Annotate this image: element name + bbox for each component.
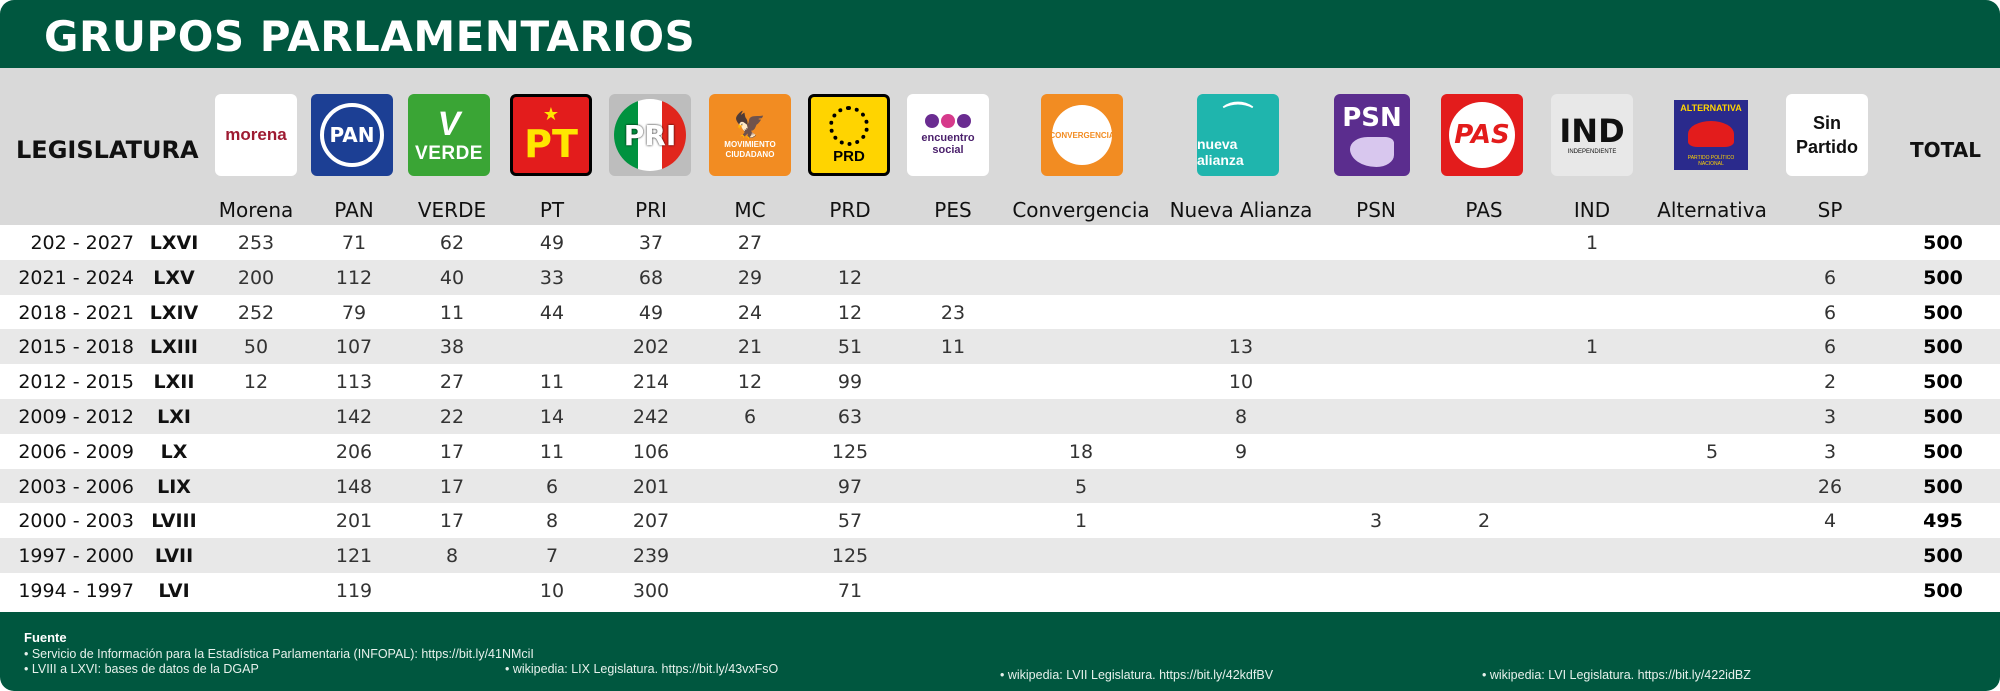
cell-pt: 44 <box>539 301 565 324</box>
title-bar <box>0 0 2000 68</box>
row-legislatura: LVI <box>158 579 190 602</box>
party-name-pri: PRI <box>635 198 667 222</box>
cell-prd: 63 <box>837 405 863 428</box>
cell-prd: 71 <box>837 579 863 602</box>
cell-verde: 17 <box>439 440 465 463</box>
cell-pri: 242 <box>632 405 670 428</box>
row-legislatura: LXII <box>153 371 195 394</box>
cell-mc: 21 <box>737 336 763 359</box>
cell-pan: 71 <box>341 232 367 254</box>
row-years: 2015 - 2018 <box>18 336 134 359</box>
convergencia-logo-icon: CONVERGENCIA <box>1041 94 1123 176</box>
cell-morena: 253 <box>237 232 275 254</box>
cell-sp: 6 <box>1823 301 1837 324</box>
cell-prd: 125 <box>831 545 869 568</box>
cell-sp: 4 <box>1823 510 1837 533</box>
cell-pt: 6 <box>545 475 559 498</box>
row-legislatura: LXIV <box>149 301 199 324</box>
cell-ind: 1 <box>1585 232 1599 254</box>
party-name-psn: PSN <box>1356 198 1396 222</box>
pt-logo-icon: ★ PT <box>510 94 592 176</box>
source-wikipedia-lvi: • wikipedia: LVI Legislatura. https://bit.ly/422idBZ <box>1482 668 1751 682</box>
cell-nueva-alianza: 8 <box>1234 405 1248 428</box>
cell-pan: 121 <box>335 545 373 568</box>
cell-pt: 8 <box>545 510 559 533</box>
row-total: 500 <box>1923 545 1963 568</box>
cell-pan: 113 <box>335 371 373 394</box>
morena-logo-icon: morena <box>215 94 297 176</box>
cell-prd: 57 <box>837 510 863 533</box>
ind-logo-icon: IND INDEPENDIENTE <box>1551 94 1633 176</box>
cell-pan: 148 <box>335 475 373 498</box>
cell-nueva-alianza: 10 <box>1228 371 1254 394</box>
cell-convergencia: 18 <box>1068 440 1094 463</box>
row-legislatura: LXV <box>153 266 195 289</box>
cell-pes: 23 <box>940 301 966 324</box>
nueva-alianza-logo-icon: ⌒ nueva alianza <box>1197 94 1279 176</box>
cell-pt: 14 <box>539 405 565 428</box>
cell-prd: 125 <box>831 440 869 463</box>
cell-mc: 6 <box>743 405 757 428</box>
source-dgap: • LVIII a LXVI: bases de datos de la DGAP <box>24 662 259 676</box>
table-row <box>0 399 2000 434</box>
row-total: 500 <box>1923 579 1963 602</box>
row-years: 2012 - 2015 <box>18 371 134 394</box>
cell-pan: 79 <box>341 301 367 324</box>
row-legislatura: LXVI <box>149 232 199 254</box>
party-name-nueva-alianza: Nueva Alianza <box>1169 198 1313 222</box>
cell-mc: 27 <box>737 232 763 254</box>
cell-mc: 12 <box>737 371 763 394</box>
cell-mc: 29 <box>737 266 763 289</box>
cell-verde: 62 <box>439 232 465 254</box>
cell-pri: 202 <box>632 336 670 359</box>
total-header: TOTAL <box>1910 138 1981 162</box>
table-row <box>0 469 2000 504</box>
cell-prd: 12 <box>837 301 863 324</box>
pri-logo-icon: PRI <box>609 94 691 176</box>
cell-sp: 3 <box>1823 440 1837 463</box>
cell-pan: 107 <box>335 336 373 359</box>
cell-verde: 27 <box>439 371 465 394</box>
table-row <box>0 503 2000 538</box>
cell-convergencia: 1 <box>1074 510 1088 533</box>
table-row <box>0 538 2000 573</box>
cell-morena: 50 <box>243 336 269 359</box>
source-wikipedia-lix: • wikipedia: LIX Legislatura. https://bit.ly/43vxFsO <box>505 662 779 676</box>
cell-pan: 201 <box>335 510 373 533</box>
cell-sp: 6 <box>1823 266 1837 289</box>
sin-partido-logo-icon: Sin Partido <box>1786 94 1868 176</box>
row-total: 500 <box>1923 371 1963 394</box>
row-years: 2006 - 2009 <box>18 440 134 463</box>
row-legislatura: LVII <box>154 545 194 568</box>
cell-psn: 3 <box>1369 510 1383 533</box>
cell-pri: 68 <box>638 266 664 289</box>
table-row <box>0 329 2000 364</box>
cell-pri: 214 <box>632 371 670 394</box>
cell-pan: 142 <box>335 405 373 428</box>
cell-verde: 11 <box>439 301 465 324</box>
pas-logo-icon: PAS <box>1441 94 1523 176</box>
table-row <box>0 260 2000 295</box>
party-name-morena: Morena <box>218 198 294 222</box>
row-years: 202 - 2027 <box>30 232 134 254</box>
legislatura-header: LEGISLATURA <box>16 136 199 164</box>
table-row <box>0 434 2000 469</box>
sources-title: Fuente <box>24 630 67 645</box>
psn-logo-icon: PSN <box>1334 94 1410 176</box>
source-infopal: • Servicio de Información para la Estadística Parlamentaria (INFOPAL): https://bit.ly/41NMciI <box>24 647 534 661</box>
cell-pt: 11 <box>539 440 565 463</box>
cell-prd: 99 <box>837 371 863 394</box>
cell-morena: 200 <box>237 266 275 289</box>
cell-prd: 12 <box>837 266 863 289</box>
cell-pan: 119 <box>335 579 373 602</box>
cell-pt: 10 <box>539 579 565 602</box>
party-name-ind: IND <box>1573 198 1611 222</box>
cell-pri: 201 <box>632 475 670 498</box>
pes-logo-icon: encuentro social <box>907 94 989 176</box>
cell-verde: 40 <box>439 266 465 289</box>
cell-verde: 8 <box>445 545 459 568</box>
row-years: 2009 - 2012 <box>18 405 134 428</box>
cell-prd: 97 <box>837 475 863 498</box>
cell-nueva-alianza: 9 <box>1234 440 1248 463</box>
row-years: 1994 - 1997 <box>18 579 134 602</box>
party-name-pes: PES <box>934 198 972 222</box>
row-legislatura: LVIII <box>151 510 197 533</box>
cell-mc: 24 <box>737 301 763 324</box>
row-legislatura: LXI <box>157 405 191 428</box>
table-row <box>0 295 2000 330</box>
cell-pt: 7 <box>545 545 559 568</box>
row-years: 1997 - 2000 <box>18 545 134 568</box>
prd-logo-icon: PRD <box>808 94 890 176</box>
cell-verde: 17 <box>439 510 465 533</box>
party-name-pan: PAN <box>334 198 374 222</box>
row-total: 495 <box>1923 510 1963 533</box>
party-name-convergencia: Convergencia <box>1012 198 1150 222</box>
row-total: 500 <box>1923 301 1963 324</box>
party-name-mc: MC <box>734 198 766 222</box>
row-total: 500 <box>1923 475 1963 498</box>
cell-pri: 239 <box>632 545 670 568</box>
cell-pri: 37 <box>638 232 664 254</box>
row-total: 500 <box>1923 440 1963 463</box>
row-years: 2003 - 2006 <box>18 475 134 498</box>
cell-verde: 17 <box>439 475 465 498</box>
row-total: 500 <box>1923 405 1963 428</box>
cell-pri: 106 <box>632 440 670 463</box>
table-row <box>0 573 2000 608</box>
cell-sp: 2 <box>1823 371 1837 394</box>
verde-logo-icon: V VERDE <box>408 94 490 176</box>
sources-footer <box>0 612 2000 691</box>
row-total: 500 <box>1923 336 1963 359</box>
row-years: 2000 - 2003 <box>18 510 134 533</box>
cell-ind: 1 <box>1585 336 1599 359</box>
row-total: 500 <box>1923 232 1963 254</box>
cell-pt: 11 <box>539 371 565 394</box>
party-name-prd: PRD <box>829 198 871 222</box>
cell-verde: 22 <box>439 405 465 428</box>
cell-pri: 300 <box>632 579 670 602</box>
cell-pt: 49 <box>539 232 565 254</box>
party-name-pt: PT <box>539 198 565 222</box>
cell-pas: 2 <box>1477 510 1491 533</box>
pan-logo-icon: PAN <box>311 94 393 176</box>
row-legislatura: LXIII <box>150 336 198 359</box>
cell-pan: 206 <box>335 440 373 463</box>
cell-nueva-alianza: 13 <box>1228 336 1254 359</box>
cell-convergencia: 5 <box>1074 475 1088 498</box>
row-years: 2018 - 2021 <box>18 301 134 324</box>
cell-pan: 112 <box>335 266 373 289</box>
cell-pri: 207 <box>632 510 670 533</box>
cell-morena: 252 <box>237 301 275 324</box>
row-years: 2021 - 2024 <box>18 266 134 289</box>
party-name-verde: VERDE <box>417 198 487 222</box>
row-legislatura: LIX <box>157 475 191 498</box>
table-body <box>0 225 2000 608</box>
cell-pes: 11 <box>940 336 966 359</box>
cell-morena: 12 <box>243 371 269 394</box>
mc-logo-icon: 🦅 MOVIMIENTO CIUDADANO <box>709 94 791 176</box>
table-row <box>0 225 2000 260</box>
source-wikipedia-lvii: • wikipedia: LVII Legislatura. https://bit.ly/42kdfBV <box>1000 668 1274 682</box>
cell-alternativa: 5 <box>1705 440 1719 463</box>
row-legislatura: LX <box>160 440 188 463</box>
cell-sp: 3 <box>1823 405 1837 428</box>
party-name-alternativa: Alternativa <box>1657 198 1767 222</box>
row-total: 500 <box>1923 266 1963 289</box>
party-name-sp: SP <box>1817 198 1843 222</box>
cell-prd: 51 <box>837 336 863 359</box>
cell-sp: 26 <box>1817 475 1843 498</box>
table-row <box>0 364 2000 399</box>
alternativa-logo-icon: ALTERNATIVA PARTIDO POLÍTICO NACIONAL <box>1670 94 1752 176</box>
party-name-pas: PAS <box>1465 198 1503 222</box>
page-title: GRUPOS PARLAMENTARIOS <box>44 12 696 61</box>
cell-pt: 33 <box>539 266 565 289</box>
cell-verde: 38 <box>439 336 465 359</box>
cell-pri: 49 <box>638 301 664 324</box>
cell-sp: 6 <box>1823 336 1837 359</box>
